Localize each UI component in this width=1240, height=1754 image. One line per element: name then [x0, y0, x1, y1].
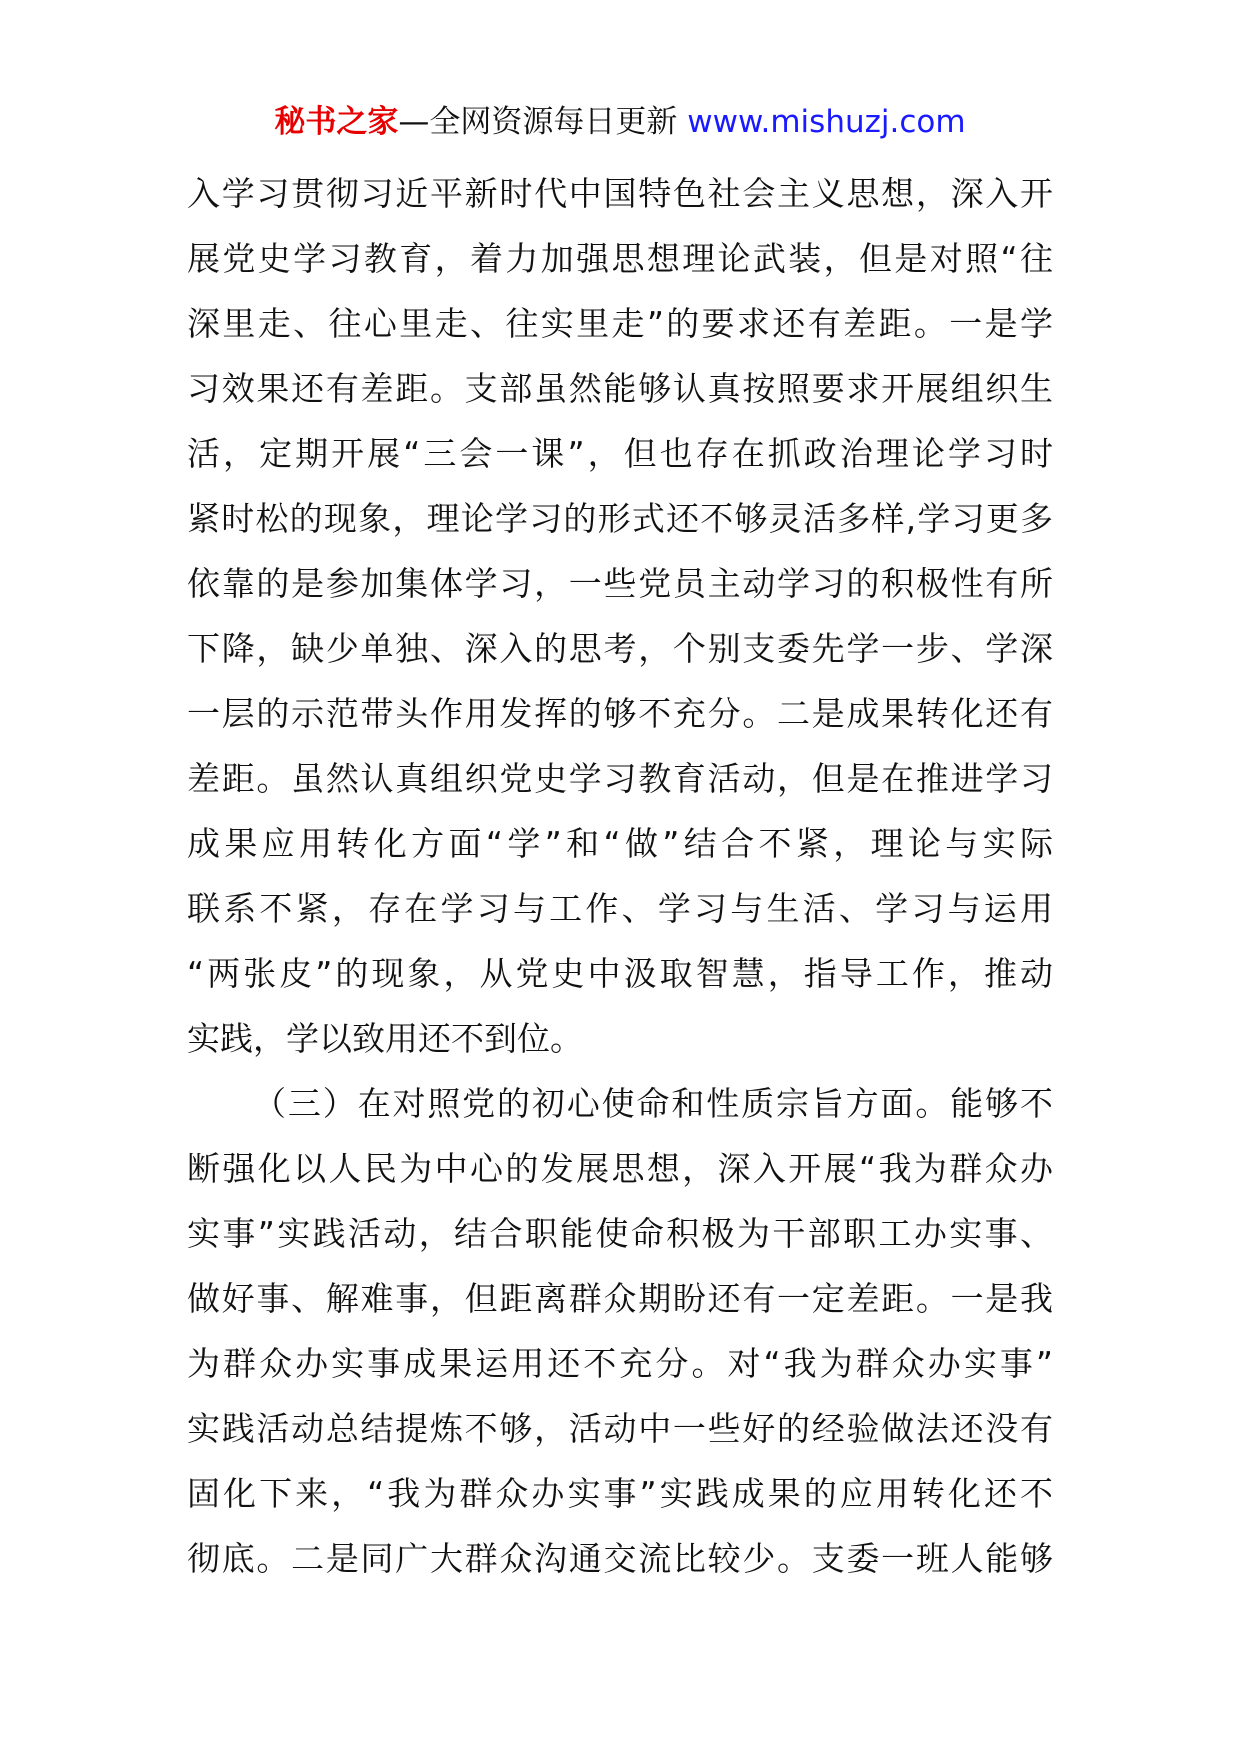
text-line: （三）在对照党的初心使命和性质宗旨方面。能够不: [253, 1084, 1053, 1123]
text-line: 下降，缺少单独、深入的思考，个别支委先学一步、学深: [187, 629, 1053, 668]
text-line: 展党史学习教育，着力加强思想理论武装，但是对照“往: [187, 239, 1053, 278]
text-line: 紧时松的现象，理论学习的形式还不够灵活多样,学习更多: [187, 499, 1053, 538]
site-url-link[interactable]: www.mishuzj.com: [687, 104, 966, 140]
site-brand: 秘书之家: [274, 104, 399, 140]
text-line: 做好事、解难事，但距离群众期盼还有一定差距。一是我: [187, 1279, 1053, 1318]
text-line: 实事”实践活动，结合职能使命积极为干部职工办实事、: [187, 1214, 1053, 1253]
site-header: [0, 102, 1240, 142]
document-body: [187, 161, 1053, 1591]
text-line: 深里走、往心里走、往实里走”的要求还有差距。一是学: [187, 304, 1053, 343]
text-line: 实践活动总结提炼不够，活动中一些好的经验做法还没有: [187, 1409, 1053, 1448]
text-line: 成果应用转化方面“学”和“做”结合不紧，理论与实际: [187, 824, 1053, 863]
text-line: 联系不紧，存在学习与工作、学习与生活、学习与运用: [187, 889, 1053, 928]
site-slogan: —全网资源每日更新: [398, 104, 688, 140]
text-line: 入学习贯彻习近平新时代中国特色社会主义思想，深入开: [187, 174, 1053, 213]
text-line: 习效果还有差距。支部虽然能够认真按照要求开展组织生: [187, 369, 1053, 408]
text-line: 差距。虽然认真组织党史学习教育活动，但是在推进学习: [187, 759, 1053, 798]
text-line: 为群众办实事成果运用还不充分。对“我为群众办实事”: [187, 1344, 1053, 1383]
text-line: 固化下来，“我为群众办实事”实践成果的应用转化还不: [187, 1474, 1053, 1513]
text-line: “两张皮”的现象，从党史中汲取智慧，指导工作，推动: [187, 954, 1053, 993]
text-line: 彻底。二是同广大群众沟通交流比较少。支委一班人能够: [187, 1539, 1053, 1578]
text-line: 活，定期开展“三会一课”，但也存在抓政治理论学习时: [187, 434, 1053, 473]
text-line: 实践，学以致用还不到位。: [187, 1019, 583, 1058]
text-line: 断强化以人民为中心的发展思想，深入开展“我为群众办: [187, 1149, 1053, 1188]
text-line: 一层的示范带头作用发挥的够不充分。二是成果转化还有: [187, 694, 1053, 733]
text-line: 依靠的是参加集体学习，一些党员主动学习的积极性有所: [187, 564, 1053, 603]
